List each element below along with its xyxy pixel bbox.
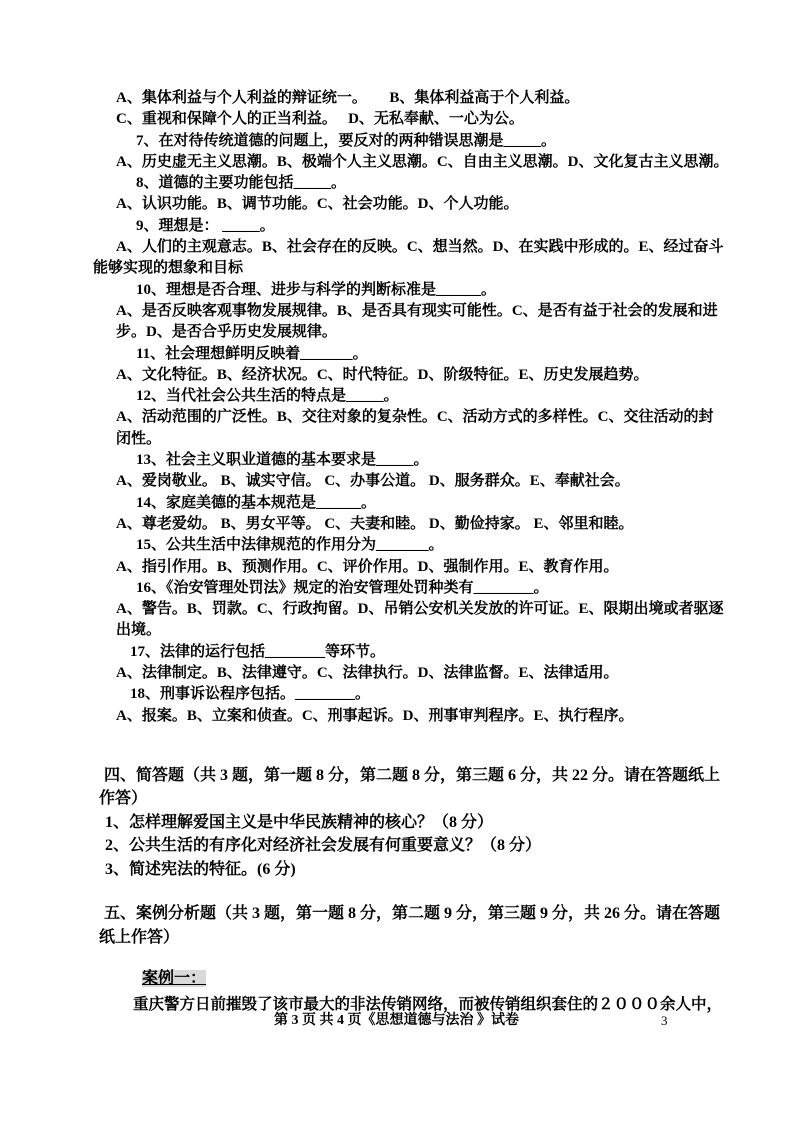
- page-number: 3: [661, 1013, 668, 1028]
- option-line: A、是否反映客观事物发展规律。B、是否具有现实可能性。C、是否有益于社会的发展和进: [116, 302, 718, 319]
- short-answer-item: 3、简述宪法的特征。(6 分): [105, 860, 296, 878]
- question-line: 12、当代社会公共生活的特点是_____。: [136, 388, 399, 405]
- case-one-label-line: [93, 967, 699, 990]
- option-line: A、法律制定。B、法律遵守。C、法律执行。D、法律监督。E、法律适用。: [116, 665, 619, 682]
- question-line: 17、法律的运行包括________等环节。: [130, 643, 386, 660]
- question-line: 9、理想是： _____。: [136, 217, 275, 234]
- page-content: [93, 88, 729, 1016]
- case-one-text: 重庆警方日前摧毁了该市最大的非法传销网络，而被传销组织套住的２０００余人中，: [133, 996, 723, 1014]
- option-line: 能够实现的想象和目标: [93, 260, 244, 277]
- case-one-label: 案例一：: [142, 970, 207, 988]
- question-line: 15、公共生活中法律规范的作用分为_______。: [136, 537, 444, 554]
- question-line: 14、家庭美德的基本规范是______。: [136, 494, 377, 511]
- section-heading-cont: 作答）: [99, 790, 148, 808]
- short-answer-item: 1、怎样理解爱国主义是中华民族精神的核心？（8 分）: [105, 813, 494, 831]
- option-line: A、历史虚无主义思潮。B、极端个人主义思潮。C、自由主义思潮。D、文化复古主义思潮。: [116, 153, 729, 170]
- option-line: A、警告。B、罚款。C、行政拘留。D、吊销公安机关发放的许可证。E、限期出境或者驱逐: [116, 601, 724, 618]
- option-line: A、指引作用。B、预测作用。C、评价作用。D、强制作用。E、教育作用。: [116, 558, 619, 575]
- option-line: 出境。: [116, 622, 162, 639]
- option-line: A、文化特征。B、经济状况。C、时代特征。D、阶级特征。E、历史发展趋势。: [116, 366, 649, 383]
- option-line: A、集体利益与个人利益的辩证统一。 B、集体利益高于个人利益。: [116, 90, 580, 106]
- question-line: 18、刑事诉讼程序包括。________。: [130, 686, 371, 703]
- option-line: A、尊老爱幼。 B、男女平等。 C、夫妻和睦。 D、勤俭持家。 E、邻里和睦。: [116, 515, 634, 532]
- option-line: A、爱岗敬业。 B、诚实守信。 C、办事公道。 D、服务群众。E、奉献社会。: [116, 473, 630, 490]
- question-line: 11、社会理想鲜明反映着_______。: [136, 345, 368, 362]
- option-line: A、报案。B、立案和侦查。C、刑事起诉。D、刑事审判程序。E、执行程序。: [116, 707, 634, 724]
- question-line: 7、在对待传统道德的问题上，要反对的两种错误思潮是_____。: [136, 132, 557, 149]
- option-line: 步。D、是否合乎历史发展规律。: [116, 324, 337, 341]
- option-line: A、活动范围的广泛性。B、交往对象的复杂性。C、活动方式的多样性。C、交往活动的封: [116, 409, 714, 426]
- footer-text: 第 3 页 共 4 页《思想道德与法治 》试卷: [274, 1013, 519, 1028]
- section-heading: 五、案例分析题（共 3 题，第一题 8 分，第二题 9 分，第三题 9 分，共 26 分。请在答题: [104, 905, 721, 923]
- section-heading-cont: 纸上作答）: [99, 928, 180, 946]
- short-answer-item: 2、公共生活的有序化对经济社会发展有何重要意义？（8 分）: [105, 837, 542, 855]
- option-line: 闭性。: [116, 430, 162, 447]
- case-analysis-section: [93, 902, 721, 949]
- option-line: A、认识功能。B、调节功能。C、社会功能。D、个人功能。: [116, 196, 519, 213]
- fill-blank-section: [93, 88, 729, 727]
- short-answer-section: [93, 764, 721, 882]
- section-heading: 四、简答题（共 3 题，第一题 8 分，第二题 8 分，第三题 6 分，共 22 分。请在答题纸上: [104, 766, 721, 784]
- question-line: 16、《治安管理处罚法》规定的治安管理处罚种类有________。: [136, 579, 549, 596]
- question-line: 10、理想是否合理、进步与科学的判断标准是______。: [136, 281, 497, 298]
- question-line: 8、道德的主要功能包括_____。: [136, 175, 347, 192]
- question-line: 13、社会主义职业道德的基本要求是_____。: [136, 452, 429, 469]
- option-line: A、人们的主观意志。B、社会存在的反映。C、想当然。D、在实践中形成的。E、经过奋斗: [116, 239, 724, 256]
- option-line: C、重视和保障个人的正当利益。 D、无私奉献、一心为公。: [116, 111, 524, 128]
